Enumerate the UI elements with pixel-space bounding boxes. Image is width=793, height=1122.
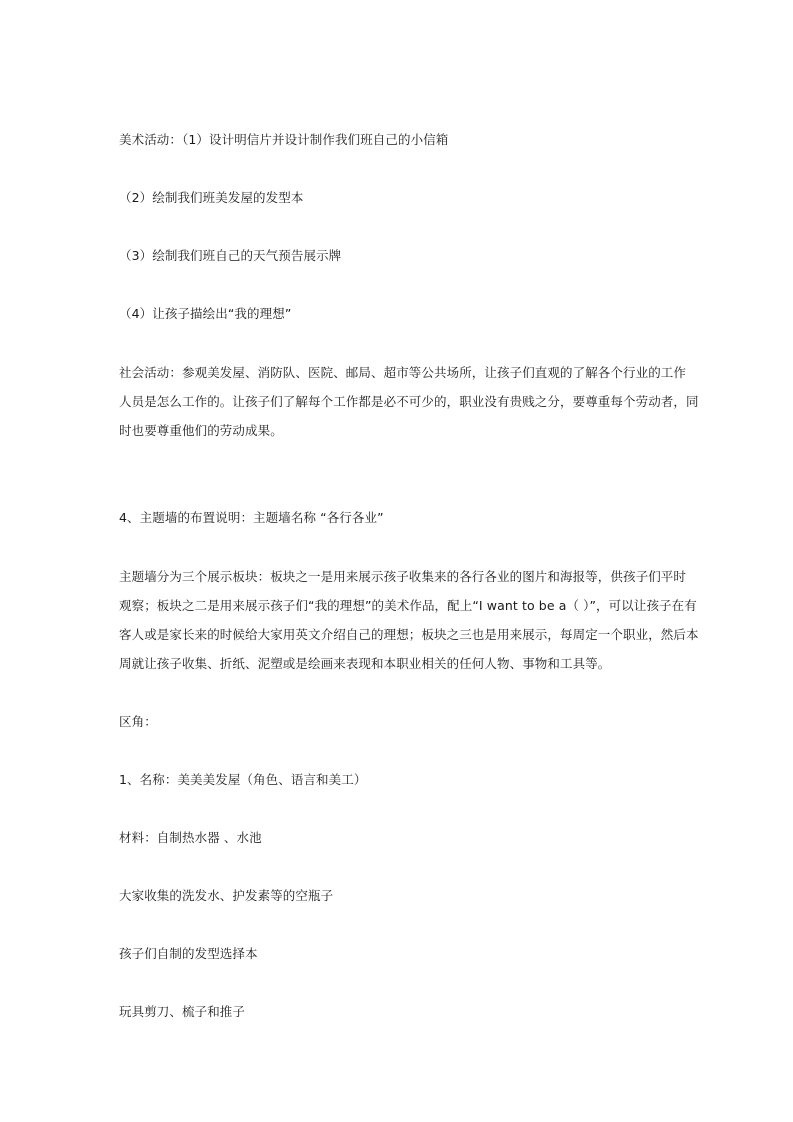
social-activity-paragraph — [119, 358, 699, 445]
social-activity-line-1: 社会活动：参观美发屋、消防队、医院、邮局、超市等公共场所，让孩子们直观的了解各个行业的工作 — [119, 365, 687, 380]
art-activity-line-1: 美术活动：（1）设计明信片并设计制作我们班自己的小信箱 — [119, 132, 449, 147]
social-activity-line-3: 时也要尊重他们的劳动成果。 — [119, 423, 283, 438]
material-item-4: 玩具剪刀、梳子和推子 — [119, 1004, 246, 1019]
art-activity-line-3: （3）绘制我们班自己的天气预告展示牌 — [119, 248, 342, 263]
corner-item-1-title: 1、名称：美美美发屋（角色、语言和美工） — [119, 772, 367, 787]
theme-wall-paragraph — [119, 562, 699, 678]
material-item-3: 孩子们自制的发型选择本 — [119, 946, 258, 961]
theme-wall-line-4: 周就让孩子收集、折纸、泥塑或是绘画来表现和本职业相关的任何人物、事物和工具等。 — [119, 656, 611, 671]
theme-wall-line-2: 观察；板块之二是用来展示孩子们“我的理想”的美术作品，配上“I want to be a（ ）”，可以让孩子在有 — [119, 598, 697, 613]
art-activity-line-4: （4）让孩子描绘出“我的理想” — [119, 306, 292, 321]
material-item-2: 大家收集的洗发水、护发素等的空瓶子 — [119, 888, 334, 903]
materials-line: 材料：自制热水器 、水池 — [119, 830, 262, 845]
corner-heading: 区角： — [119, 714, 157, 729]
theme-wall-heading: 4、主题墙的布置说明：主题墙名称 “各行各业” — [119, 510, 384, 525]
theme-wall-line-3: 客人或是家长来的时候给大家用英文介绍自己的理想；板块之三也是用来展示，每周定一个职业，然后本 — [119, 627, 699, 642]
social-activity-line-2: 人员是怎么工作的。让孩子们了解每个工作都是必不可少的，职业没有贵贱之分，要尊重每个劳动者，同 — [119, 394, 699, 409]
theme-wall-line-1: 主题墙分为三个展示板块：板块之一是用来展示孩子收集来的各行各业的图片和海报等，供孩子们平时 — [119, 569, 687, 584]
art-activity-line-2: （2）绘制我们班美发屋的发型本 — [119, 190, 304, 205]
